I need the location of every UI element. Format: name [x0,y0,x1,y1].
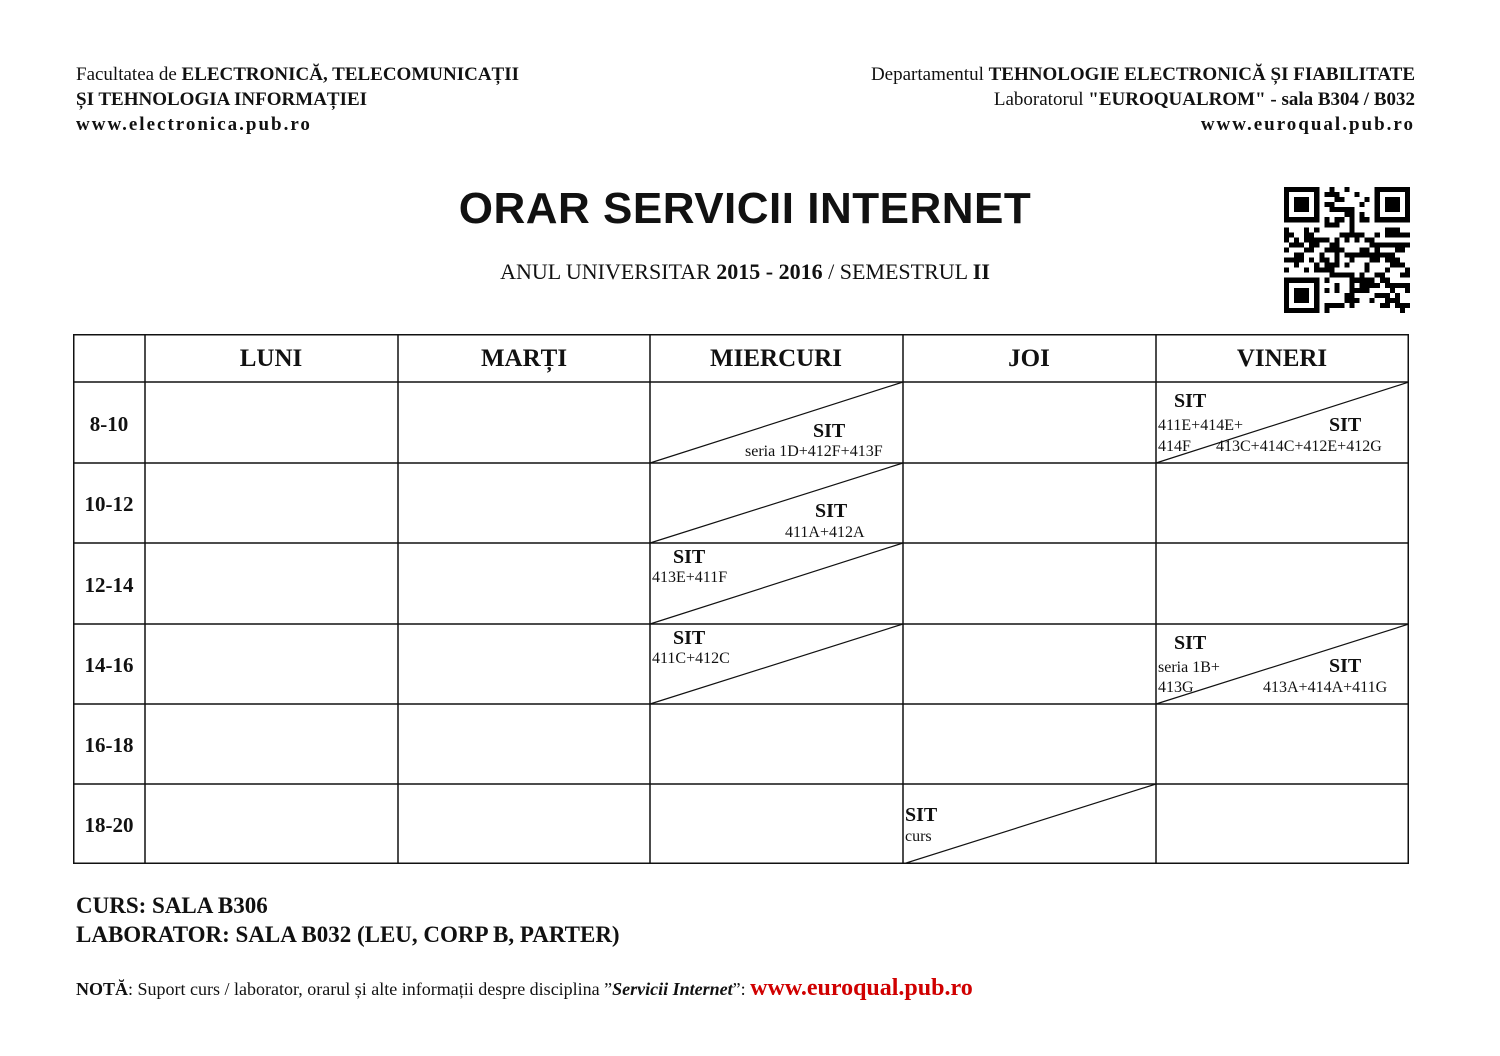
department-url[interactable]: www.euroqual.pub.ro [1200,114,1415,135]
page-subtitle [0,259,1490,285]
entry-fri-14a-groups-line1: seria 1B+ [1158,659,1220,676]
entry-wed-12-groups: 413E+411F [652,569,728,586]
note [76,975,973,1002]
entry-wed-8-course: SIT [813,420,846,442]
entry-fri-8b-course: SIT [1329,414,1362,436]
entry-fri-14a-course: SIT [1174,632,1207,654]
entry-thu-18-course: SIT [905,804,938,826]
note-url-link[interactable]: www.euroqual.pub.ro [750,975,973,1001]
entry-wed-10-course: SIT [815,500,848,522]
subtitle-middle: / SEMESTRUL [822,259,973,284]
note-text: : Suport curs / laborator, orarul și alte informații despre disciplina ” [128,979,613,999]
day-header-miercuri: MIERCURI [710,345,842,372]
lab-name: "EUROQUALROM" - sala B304 / B032 [1088,89,1415,110]
day-header-luni: LUNI [239,345,303,372]
entry-fri-8a-course: SIT [1174,390,1207,412]
entry-wed-14-course: SIT [673,627,706,649]
entry-wed-10-groups: 411A+412A [785,524,865,541]
faculty-header [76,62,519,137]
time-label-12-14: 12-14 [84,573,134,597]
time-label-10-12: 10-12 [84,492,134,516]
faculty-name-line2: ȘI TEHNOLOGIA INFORMAȚIEI [76,89,368,110]
entry-fri-8b-groups: 413C+414C+412E+412G [1216,438,1382,455]
course-room: CURS: SALA B306 [76,893,268,918]
faculty-prefix: Facultatea de [76,64,182,85]
entry-fri-14b-course: SIT [1329,655,1362,677]
schedule-table [73,334,1409,864]
entry-wed-14-groups: 411C+412C [652,650,730,667]
note-label: NOTĂ [76,979,129,999]
faculty-name: ELECTRONICĂ, TELECOMUNICAȚII [181,64,520,85]
note-text-end: ”: [732,979,751,999]
entry-fri-8a-groups-line1: 411E+414E+ [1158,417,1243,434]
day-header-vineri: VINERI [1236,345,1328,372]
time-label-16-18: 16-18 [84,733,134,757]
entry-fri-14b-groups: 413A+414A+411G [1263,679,1388,696]
subtitle-years: 2015 - 2016 [716,259,823,284]
entry-fri-8a-groups-line2: 414F [1158,438,1191,455]
page-title: ORAR SERVICII INTERNET [458,184,1032,233]
rooms-info [76,891,620,949]
schedule-grid-lines [73,334,1409,864]
subtitle-semester: II [972,259,990,284]
department-name: TEHNOLOGIE ELECTRONICĂ ȘI FIABILITATE [988,64,1415,85]
entry-fri-14a-groups-line2: 413G [1158,679,1194,696]
time-label-8-10: 8-10 [89,412,129,436]
faculty-url[interactable]: www.electronica.pub.ro [76,114,312,135]
time-label-18-20: 18-20 [84,813,134,837]
note-discipline: Servicii Internet [612,979,733,999]
lab-prefix: Laboratorul [993,89,1089,110]
entry-wed-12-course: SIT [673,546,706,568]
department-header [871,62,1415,137]
department-prefix: Departamentul [870,64,989,85]
time-label-14-16: 14-16 [84,653,134,677]
lab-room: LABORATOR: SALA B032 (LEU, CORP B, PARTER) [76,922,620,947]
subtitle-prefix: ANUL UNIVERSITAR [500,259,717,284]
day-header-joi: JOI [1008,345,1050,372]
entry-thu-18-groups: curs [905,828,932,845]
entry-wed-8-groups: seria 1D+412F+413F [745,443,883,460]
qr-code-icon [1284,187,1410,313]
day-header-marti: MARȚI [480,345,568,372]
